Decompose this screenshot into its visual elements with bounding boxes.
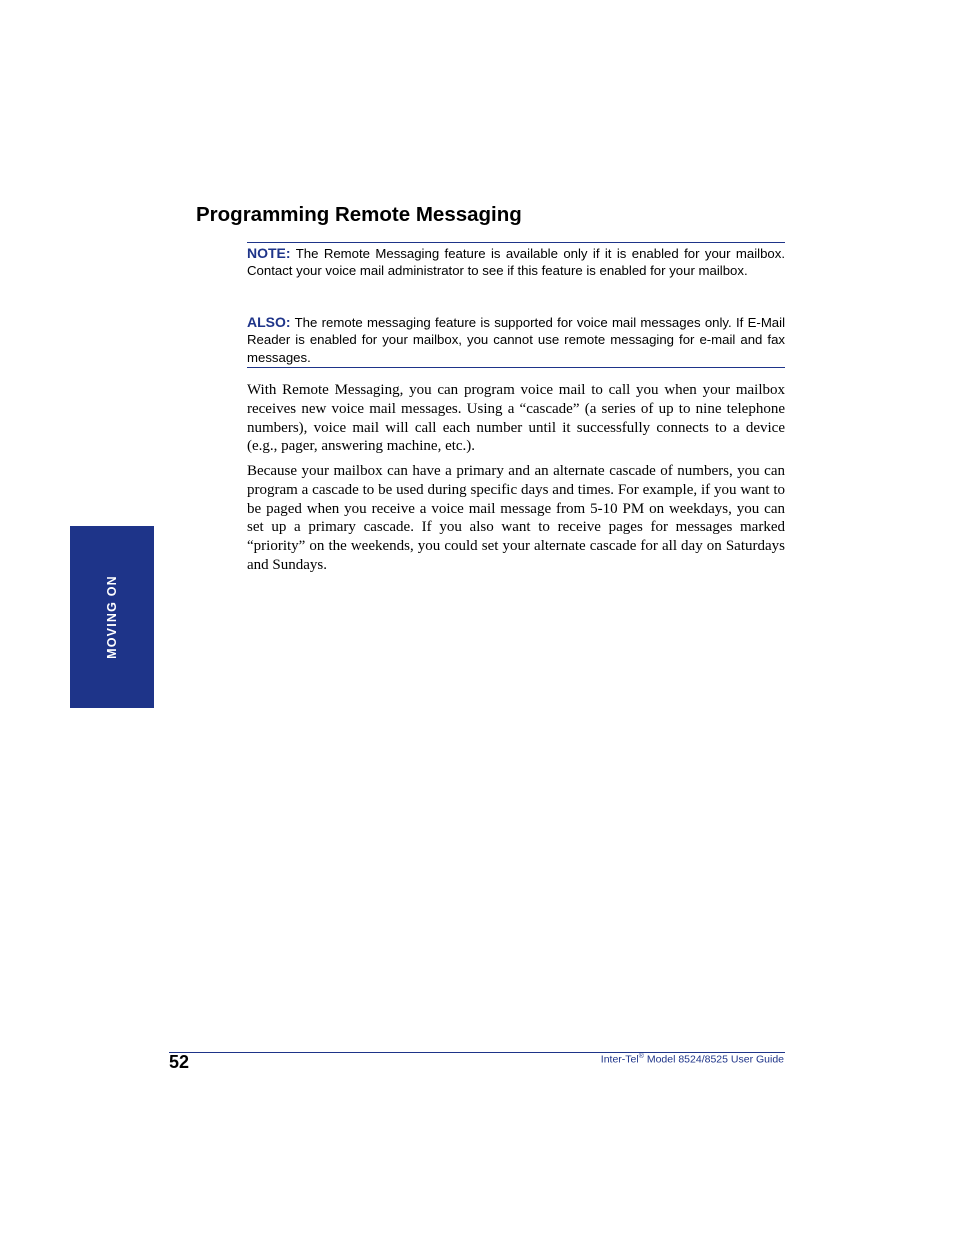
note-label: NOTE: <box>247 245 291 261</box>
also-label: ALSO: <box>247 314 291 330</box>
footer-brand: Inter-Tel <box>600 1053 639 1066</box>
body-paragraph-1: With Remote Messaging, you can program voice mail to call you when your mailbox receives new voice mail messages. Using a “cascade” (a series of up to nine telephone numbers), voice mail will call each number until it successfully connects to a device (e.g., pager, answering machine, etc.). <box>247 382 785 455</box>
page-number: 52 <box>169 1052 190 1072</box>
body-paragraph-2: Because your mailbox can have a primary and an alternate cascade of numbers, you can program a cascade to be used during specific days and times. For example, if you want to be paged when you receive a voice mail message from 5-10 PM on weekdays, you can set up a primary cascade. If you also want to receive pages for messages marked “priority” on the weekends, you could set your alternate cascade for all day on Saturdays and Sundays. <box>247 463 785 573</box>
note-paragraph <box>247 245 785 280</box>
footer-guide-title <box>601 1053 784 1066</box>
note-box <box>247 242 785 368</box>
chapter-side-tab <box>70 526 154 708</box>
also-text: The remote messaging feature is supported for voice mail messages only. If E-Mail Reader is enabled for your mailbox, you cannot use remote messaging for e-mail and fax messages. <box>247 315 785 365</box>
also-paragraph <box>247 314 785 366</box>
note-text: The Remote Messaging feature is available only if it is enabled for your mailbox. Contact your voice mail administrator to see if this feature is enabled for your mailbox. <box>247 246 785 279</box>
registered-mark: ® <box>638 1053 644 1060</box>
footer-guide-name: Model 8524/8525 User Guide <box>643 1053 784 1066</box>
chapter-tab-label: MOVING ON <box>105 575 119 659</box>
section-heading: Programming Remote Messaging <box>196 203 522 226</box>
